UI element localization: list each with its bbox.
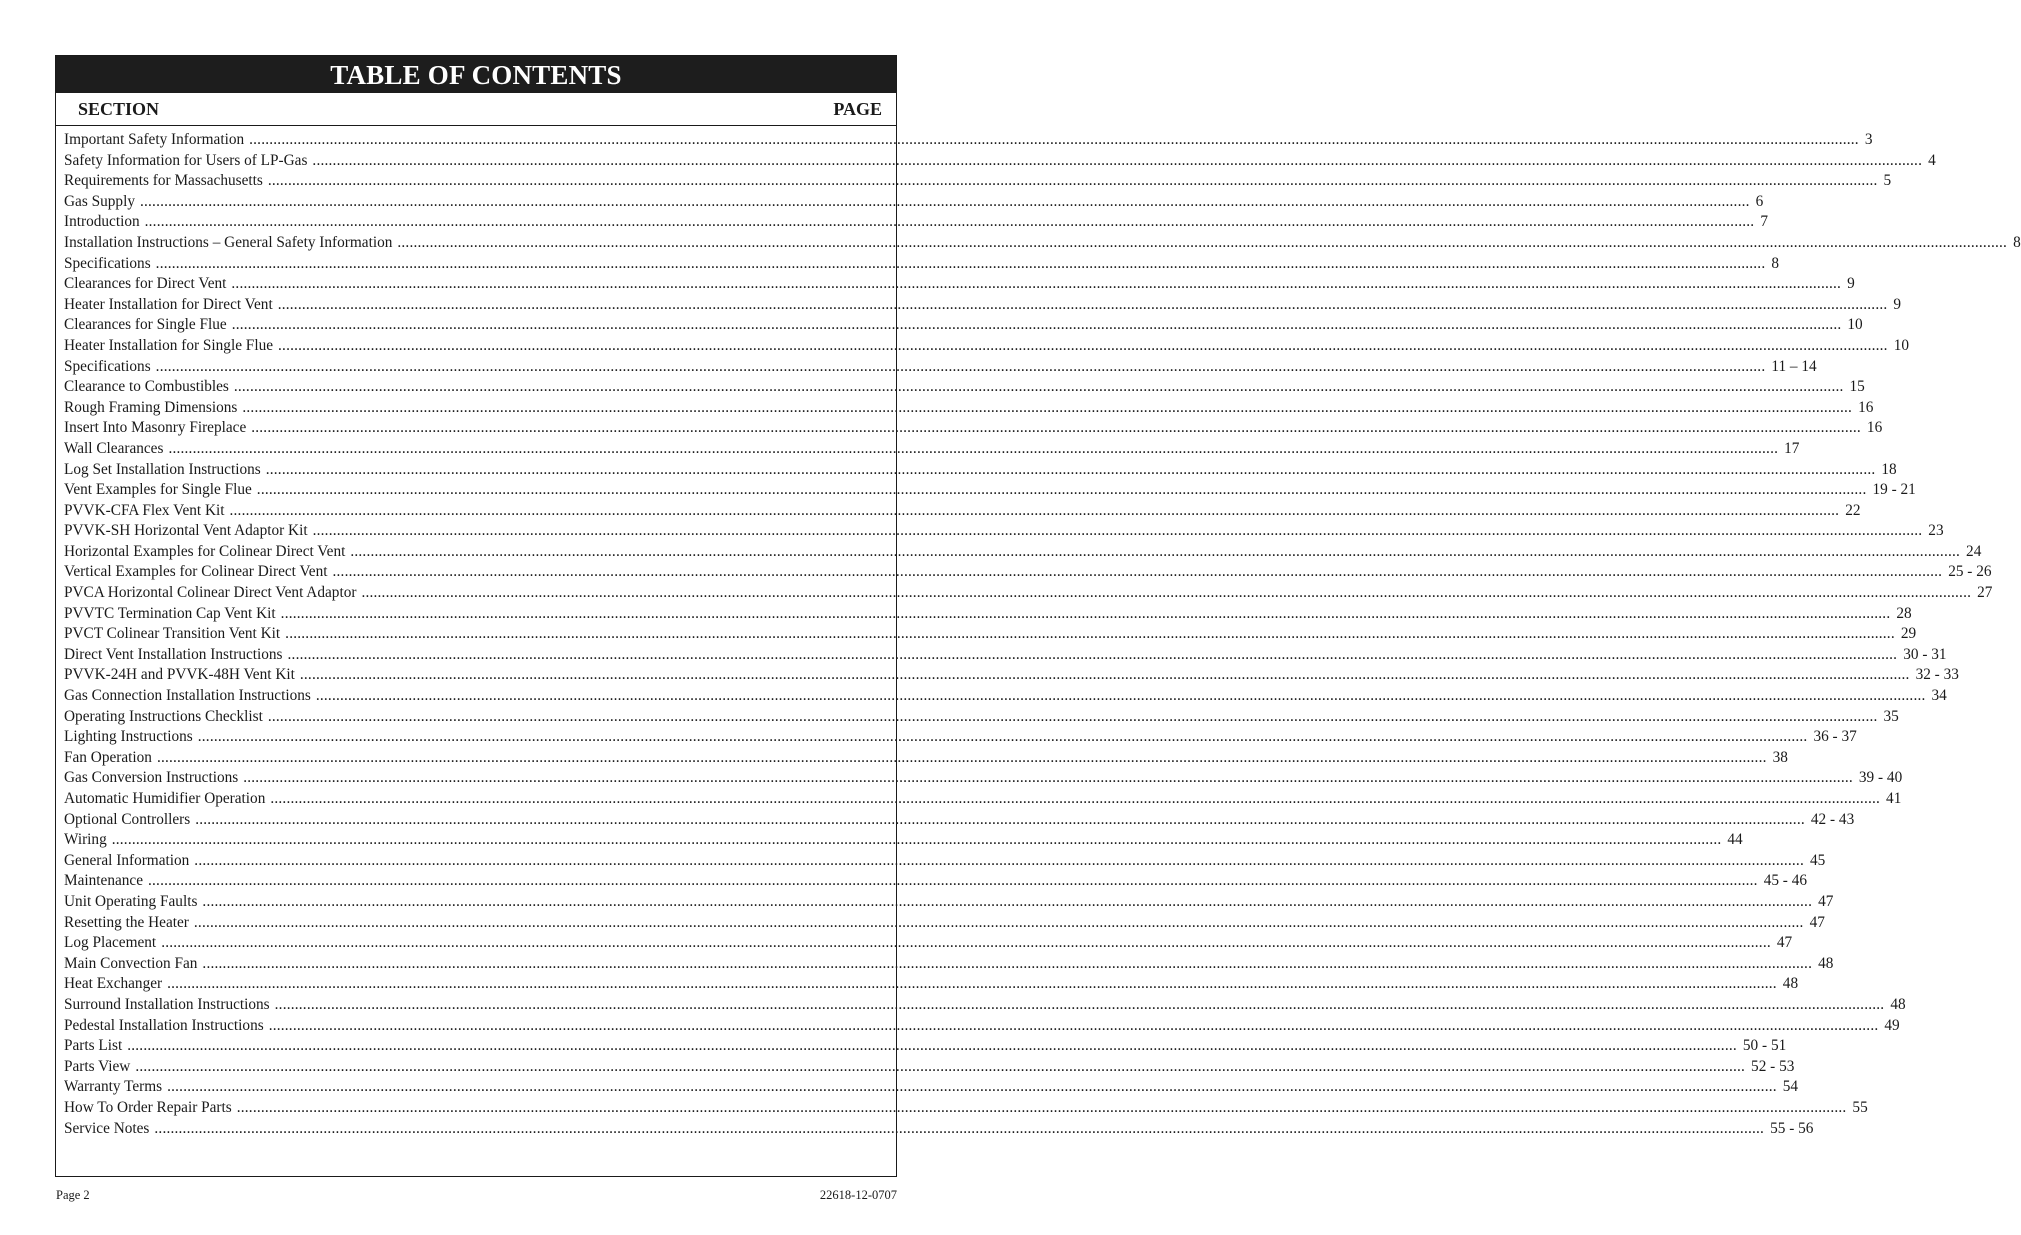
toc-entry-title: Clearances for Single Flue xyxy=(64,316,227,334)
toc-entry-page: 19 - 21 xyxy=(1872,481,1916,499)
toc-entry-title: Gas Connection Installation Instructions xyxy=(64,687,311,705)
section-column-header: SECTION xyxy=(78,99,160,119)
toc-entry xyxy=(64,1098,1868,1120)
column-header-row xyxy=(56,93,896,126)
toc-entry-page: 45 xyxy=(1809,851,1826,869)
toc-entry-title: PVCA Horizontal Colinear Direct Vent Adaptor xyxy=(64,584,357,602)
toc-entry xyxy=(64,934,1793,955)
toc-entry-title: PVVK-24H and PVVK-48H Vent Kit xyxy=(64,666,295,684)
toc-entry-page: 48 xyxy=(1890,995,1906,1013)
toc-entry xyxy=(64,336,1909,358)
toc-entry-title: Lighting Instructions xyxy=(64,728,193,746)
dot-leader: ................................................................................................................................................................................................................................................................................................................................................................................................................ xyxy=(111,831,1722,849)
toc-entry xyxy=(64,295,1902,317)
toc-entry-page: 52 - 53 xyxy=(1751,1057,1795,1075)
toc-entry xyxy=(64,625,1917,646)
toc-entry xyxy=(64,172,1892,193)
toc-entry-title: Specifications xyxy=(64,357,151,375)
toc-entry xyxy=(64,439,1800,461)
dot-leader: ................................................................................................................................................................................................................................................................................................................................................................................................................ xyxy=(231,316,1842,334)
toc-entry-page: 25 - 26 xyxy=(1948,563,1992,581)
toc-entry-title: Operating Instructions Checklist xyxy=(64,707,263,725)
dot-leader: ................................................................................................................................................................................................................................................................................................................................................................................................................ xyxy=(256,481,1867,499)
toc-entry-title: Installation Instructions – General Safety Information xyxy=(64,233,393,251)
toc-entry xyxy=(64,872,1808,893)
dot-leader: ................................................................................................................................................................................................................................................................................................................................................................................................................ xyxy=(397,233,2008,251)
toc-entry-title: PVVK-SH Horizontal Vent Adaptor Kit xyxy=(64,522,308,540)
toc-entry xyxy=(64,1057,1795,1079)
footer-page-number: Page 2 xyxy=(56,1188,90,1202)
toc-entry-page: 22 xyxy=(1845,501,1861,519)
toc-entry-page: 49 xyxy=(1884,1016,1900,1034)
dot-leader: ................................................................................................................................................................................................................................................................................................................................................................................................................ xyxy=(274,995,1885,1013)
toc-entry xyxy=(64,707,1899,729)
dot-leader: ................................................................................................................................................................................................................................................................................................................................................................................................................ xyxy=(350,542,1961,560)
toc-entry-title: Resetting the Heater xyxy=(64,913,189,931)
toc-entry-title: Pedestal Installation Instructions xyxy=(64,1016,264,1034)
toc-entry-title: Parts View xyxy=(64,1057,131,1075)
toc-entry xyxy=(64,542,1982,564)
toc-entry xyxy=(64,398,1874,420)
dot-leader: ................................................................................................................................................................................................................................................................................................................................................................................................................ xyxy=(193,913,1804,931)
toc-entry xyxy=(64,378,1865,399)
toc-entry-title: Wall Clearances xyxy=(64,439,164,457)
toc-entry-title: Warranty Terms xyxy=(64,1078,163,1096)
toc-entry xyxy=(64,275,1855,296)
toc-entry-title: PVVK-CFA Flex Vent Kit xyxy=(64,501,225,519)
toc-entry xyxy=(64,522,1944,543)
dot-leader: ................................................................................................................................................................................................................................................................................................................................................................................................................ xyxy=(168,439,1779,457)
dot-leader: ................................................................................................................................................................................................................................................................................................................................................................................................................ xyxy=(154,1119,1765,1137)
toc-entry-title: PVCT Colinear Transition Vent Kit xyxy=(64,625,281,643)
toc-entry-page: 30 - 31 xyxy=(1903,645,1947,663)
toc-entry-title: PVVTC Termination Cap Vent Kit xyxy=(64,604,276,622)
dot-leader: ................................................................................................................................................................................................................................................................................................................................................................................................................ xyxy=(249,131,1859,148)
toc-entry xyxy=(64,666,1959,687)
dot-leader: ................................................................................................................................................................................................................................................................................................................................................................................................................ xyxy=(312,522,1923,540)
toc-entry xyxy=(64,254,1780,276)
toc-entry-page: 7 xyxy=(1760,213,1768,231)
dot-leader: ................................................................................................................................................................................................................................................................................................................................................................................................................ xyxy=(315,687,1926,705)
toc-entry-title: Fan Operation xyxy=(64,748,152,766)
toc-entry-page: 28 xyxy=(1896,604,1912,622)
toc-entry xyxy=(64,563,1992,584)
dot-leader: ................................................................................................................................................................................................................................................................................................................................................................................................................ xyxy=(251,419,1861,437)
toc-entry xyxy=(64,192,1764,214)
dot-leader: ................................................................................................................................................................................................................................................................................................................................................................................................................ xyxy=(242,398,1853,416)
toc-entry xyxy=(64,769,1903,790)
toc-entry-title: How To Order Repair Parts xyxy=(64,1098,232,1116)
toc-entry-title: Service Notes xyxy=(64,1119,150,1137)
toc-entry-page: 8 xyxy=(2013,233,2021,251)
dot-leader: ................................................................................................................................................................................................................................................................................................................................................................................................................ xyxy=(167,975,1777,993)
toc-entry xyxy=(64,790,1902,811)
toc-entry-title: Log Set Installation Instructions xyxy=(64,460,261,478)
dot-leader: ................................................................................................................................................................................................................................................................................................................................................................................................................ xyxy=(287,645,1898,663)
toc-entry-page: 50 - 51 xyxy=(1742,1037,1787,1055)
toc-entry-title: Insert Into Masonry Fireplace xyxy=(64,419,247,437)
toc-entry xyxy=(64,460,1897,482)
toc-entry-page: 35 xyxy=(1883,707,1899,725)
toc-entry xyxy=(64,831,1743,852)
dot-leader: ................................................................................................................................................................................................................................................................................................................................................................................................................ xyxy=(280,604,1891,622)
dot-leader: ................................................................................................................................................................................................................................................................................................................................................................................................................ xyxy=(139,192,1750,210)
toc-entry-title: Log Placement xyxy=(64,934,157,952)
toc-entry-page: 44 xyxy=(1727,831,1743,849)
toc-entry xyxy=(64,995,1906,1017)
toc-entry-title: Vent Examples for Single Flue xyxy=(64,481,252,499)
toc-entry-title: Maintenance xyxy=(64,872,143,890)
toc-entry-title: Surround Installation Instructions xyxy=(64,995,270,1013)
dot-leader: ................................................................................................................................................................................................................................................................................................................................................................................................................ xyxy=(156,748,1767,766)
toc-frame xyxy=(55,55,2021,1177)
toc-entry xyxy=(64,1016,1900,1038)
dot-leader: ................................................................................................................................................................................................................................................................................................................................................................................................................ xyxy=(148,872,1758,890)
toc-entry-page: 16 xyxy=(1858,398,1874,416)
dot-leader: ................................................................................................................................................................................................................................................................................................................................................................................................................ xyxy=(155,357,1766,375)
dot-leader: ................................................................................................................................................................................................................................................................................................................................................................................................................ xyxy=(167,1078,1777,1096)
toc-entry-page: 47 xyxy=(1818,892,1834,910)
toc-entry-page: 23 xyxy=(1928,522,1944,540)
dot-leader: ................................................................................................................................................................................................................................................................................................................................................................................................................ xyxy=(299,666,1910,684)
toc-entry-title: Introduction xyxy=(64,213,140,231)
toc-entry xyxy=(64,728,1857,749)
dot-leader: ................................................................................................................................................................................................................................................................................................................................................................................................................ xyxy=(202,954,1813,972)
toc-entry-page: 18 xyxy=(1881,460,1897,478)
toc-entry-page: 3 xyxy=(1864,131,1873,148)
toc-entry-title: Main Convection Fan xyxy=(64,954,198,972)
toc-entry-title: Parts List xyxy=(64,1037,123,1055)
toc-entry xyxy=(64,233,2021,255)
toc-entry-page: 36 - 37 xyxy=(1813,728,1857,746)
toc-entry xyxy=(64,1037,1787,1058)
toc-entry xyxy=(64,892,1834,914)
toc-entry-title: Heater Installation for Direct Vent xyxy=(64,295,273,313)
toc-entry-page: 39 - 40 xyxy=(1858,769,1903,787)
dot-leader: ................................................................................................................................................................................................................................................................................................................................................................................................................ xyxy=(236,1098,1847,1116)
dot-leader: ................................................................................................................................................................................................................................................................................................................................................................................................................ xyxy=(312,151,1923,169)
toc-entry-title: Optional Controllers xyxy=(64,810,191,828)
toc-entry-page: 16 xyxy=(1866,419,1883,437)
toc-entry xyxy=(64,810,1855,832)
toc-entry-page: 15 xyxy=(1849,378,1865,396)
dot-leader: ................................................................................................................................................................................................................................................................................................................................................................................................................ xyxy=(361,584,1972,602)
dot-leader: ................................................................................................................................................................................................................................................................................................................................................................................................................ xyxy=(135,1057,1746,1075)
toc-entry-title: Unit Operating Faults xyxy=(64,892,198,910)
dot-leader: ................................................................................................................................................................................................................................................................................................................................................................................................................ xyxy=(194,851,1804,869)
toc-entry-page: 29 xyxy=(1900,625,1917,643)
toc-entry xyxy=(64,357,1817,379)
toc-list xyxy=(64,131,2021,1140)
toc-entry-page: 47 xyxy=(1809,913,1825,931)
dot-leader: ................................................................................................................................................................................................................................................................................................................................................................................................................ xyxy=(229,501,1840,519)
toc-entry xyxy=(64,481,1916,502)
toc-entry-title: Requirements for Massachusetts xyxy=(64,172,263,190)
dot-leader: ................................................................................................................................................................................................................................................................................................................................................................................................................ xyxy=(285,625,1895,643)
toc-entry-title: Heat Exchanger xyxy=(64,975,163,993)
toc-entry-page: 48 xyxy=(1818,954,1834,972)
toc-entry xyxy=(64,954,1834,976)
toc-entry xyxy=(64,131,1873,152)
dot-leader: ................................................................................................................................................................................................................................................................................................................................................................................................................ xyxy=(127,1037,1737,1055)
toc-entry-page: 55 xyxy=(1852,1098,1868,1116)
toc-entry-page: 55 - 56 xyxy=(1770,1119,1814,1137)
footer-document-code: 22618-12-0707 xyxy=(819,1188,897,1202)
toc-entry-page: 32 - 33 xyxy=(1915,666,1959,684)
dot-leader: ................................................................................................................................................................................................................................................................................................................................................................................................................ xyxy=(202,892,1813,910)
toc-entry-page: 48 xyxy=(1782,975,1799,993)
toc-entry-page: 42 - 43 xyxy=(1810,810,1855,828)
toc-entry-page: 5 xyxy=(1883,172,1892,190)
toc-entry xyxy=(64,1119,1814,1141)
toc-entry-page: 24 xyxy=(1966,542,1982,560)
toc-entry-page: 11 – 14 xyxy=(1771,357,1817,375)
toc-entry xyxy=(64,913,1825,935)
dot-leader: ................................................................................................................................................................................................................................................................................................................................................................................................................ xyxy=(155,254,1766,272)
dot-leader: ................................................................................................................................................................................................................................................................................................................................................................................................................ xyxy=(265,460,1876,478)
toc-entry-page: 9 xyxy=(1847,275,1855,293)
toc-entry-title: Important Safety Information xyxy=(64,131,245,148)
toc-entry xyxy=(64,748,1788,770)
dot-leader: ................................................................................................................................................................................................................................................................................................................................................................................................................ xyxy=(278,336,1888,354)
toc-entry-title: Specifications xyxy=(64,254,151,272)
toc-entry xyxy=(64,687,1947,708)
toc-entry-page: 47 xyxy=(1776,934,1793,952)
toc-entry-page: 4 xyxy=(1928,151,1936,169)
dot-leader: ................................................................................................................................................................................................................................................................................................................................................................................................................ xyxy=(161,934,1771,952)
dot-leader: ................................................................................................................................................................................................................................................................................................................................................................................................................ xyxy=(332,563,1943,581)
toc-entry-title: Safety Information for Users of LP-Gas xyxy=(64,151,308,169)
toc-entry-page: 41 xyxy=(1886,790,1902,807)
dot-leader: ................................................................................................................................................................................................................................................................................................................................................................................................................ xyxy=(268,1016,1879,1034)
toc-entry xyxy=(64,645,1947,667)
toc-entry xyxy=(64,604,1912,626)
toc-entry-page: 45 - 46 xyxy=(1763,872,1808,890)
toc-entry-title: Vertical Examples for Colinear Direct Vent xyxy=(64,563,328,581)
toc-entry-title: Horizontal Examples for Colinear Direct Vent xyxy=(64,542,346,560)
dot-leader: ................................................................................................................................................................................................................................................................................................................................................................................................................ xyxy=(267,707,1878,725)
toc-entry-page: 9 xyxy=(1893,295,1902,313)
page-title: TABLE OF CONTENTS xyxy=(56,56,896,93)
toc-entry-page: 10 xyxy=(1893,336,1909,354)
toc-entry-title: Clearance to Combustibles xyxy=(64,378,229,396)
toc-entry xyxy=(64,1078,1799,1099)
dot-leader: ................................................................................................................................................................................................................................................................................................................................................................................................................ xyxy=(197,728,1808,746)
toc-entry-title: Heater Installation for Single Flue xyxy=(64,336,274,354)
toc-entry-page: 10 xyxy=(1847,316,1863,334)
toc-entry-title: Wiring xyxy=(64,831,107,849)
toc-entry xyxy=(64,584,1993,605)
toc-entry-page: 34 xyxy=(1931,687,1947,705)
toc-entry-title: Gas Supply xyxy=(64,192,135,210)
toc-entry xyxy=(64,501,1861,523)
toc-entry xyxy=(64,851,1826,873)
toc-entry-page: 27 xyxy=(1977,584,1993,602)
dot-leader: ................................................................................................................................................................................................................................................................................................................................................................................................................ xyxy=(195,810,1805,828)
toc-entry-page: 54 xyxy=(1782,1078,1799,1096)
page-column-header: PAGE xyxy=(833,99,882,119)
dot-leader: ................................................................................................................................................................................................................................................................................................................................................................................................................ xyxy=(270,790,1881,807)
toc-entry xyxy=(64,975,1799,996)
dot-leader: ................................................................................................................................................................................................................................................................................................................................................................................................................ xyxy=(144,213,1755,231)
dot-leader: ................................................................................................................................................................................................................................................................................................................................................................................................................ xyxy=(277,295,1888,313)
dot-leader: ................................................................................................................................................................................................................................................................................................................................................................................................................ xyxy=(267,172,1878,190)
toc-entry xyxy=(64,316,1863,337)
toc-entry xyxy=(64,213,1768,234)
toc-entry-title: Clearances for Direct Vent xyxy=(64,275,227,293)
dot-leader: ................................................................................................................................................................................................................................................................................................................................................................................................................ xyxy=(231,275,1842,293)
toc-entry-title: Direct Vent Installation Instructions xyxy=(64,645,283,663)
toc-entry xyxy=(64,151,1936,173)
toc-entry-page: 8 xyxy=(1771,254,1780,272)
toc-entry-page: 17 xyxy=(1784,439,1800,457)
toc-entry-title: Automatic Humidifier Operation xyxy=(64,790,266,807)
toc-entry-page: 38 xyxy=(1772,748,1788,766)
toc-entry-title: Gas Conversion Instructions xyxy=(64,769,239,787)
toc-entry-page: 6 xyxy=(1755,192,1764,210)
dot-leader: ................................................................................................................................................................................................................................................................................................................................................................................................................ xyxy=(233,378,1844,396)
toc-entry-title: General Information xyxy=(64,851,190,869)
toc-entry-title: Rough Framing Dimensions xyxy=(64,398,238,416)
toc-entry xyxy=(64,419,1883,440)
dot-leader: ................................................................................................................................................................................................................................................................................................................................................................................................................ xyxy=(243,769,1853,787)
